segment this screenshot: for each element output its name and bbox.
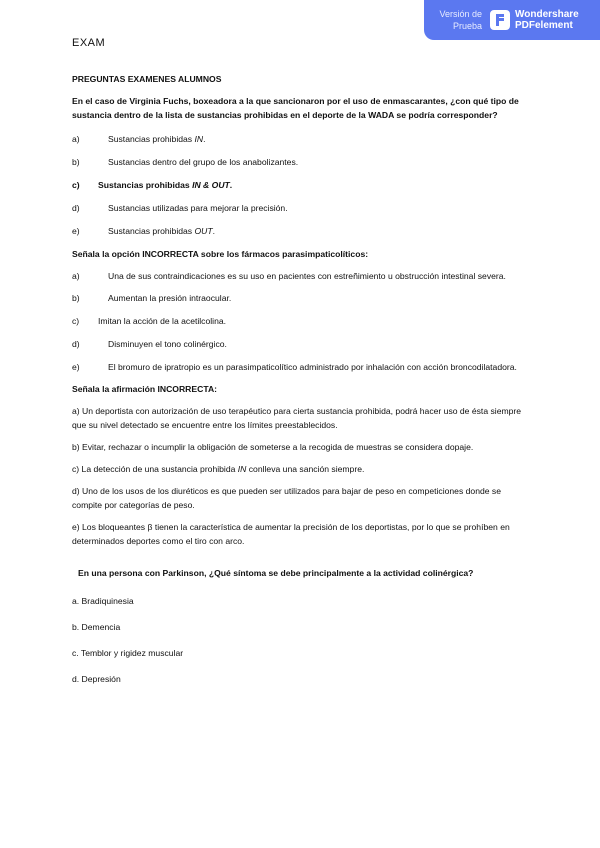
q3-option-b: b) Evitar, rechazar o incumplir la obligación de someterse a la recogida de muestras se considera dopaje. <box>72 442 474 452</box>
document-title: PREGUNTAS EXAMENES ALUMNOS <box>72 74 222 84</box>
document-body <box>72 72 528 698</box>
q3-option-c: c) La detección de una sustancia prohibida IN conlleva una sanción siempre. <box>72 464 365 474</box>
q3-option-a: a) Un deportista con autorización de uso terapéutico para cierta sustancia prohibida, podrá hacer uso de ésta siempre que su nivel detectado se encuentre entre los límites preestablecidos. <box>72 406 522 430</box>
q3-option-e: e) Los bloqueantes β tienen la característica de aumentar la precisión de los deportistas, por lo que se prohíben en determinados deportes como el tiro con arco. <box>72 522 510 546</box>
q4-option-b: b. Demencia <box>72 622 121 632</box>
question-3: Señala la afirmación INCORRECTA: <box>72 384 218 394</box>
q2-option-e: e) El bromuro de ipratropio es un parasimpaticolítico administrado por inhalación con acción broncodilatadora. <box>72 362 517 372</box>
watermark-brand-text: Wondershare PDFelement <box>515 9 579 31</box>
page-header: EXAM <box>72 37 106 49</box>
watermark-version-text: Versión de Prueba <box>439 9 482 31</box>
q1-option-a: a) Sustancias prohibidas IN. <box>72 134 206 144</box>
question-1: En el caso de Virginia Fuchs, boxeadora a la que sancionaron por el uso de enmascarantes, ¿con qué tipo de sustancia dentro de la lista de sustancias prohibidas en el deporte de la WADA se podría corresponder? <box>72 96 519 120</box>
q1-option-e: e) Sustancias prohibidas OUT. <box>72 226 215 236</box>
q2-option-d: d) Disminuyen el tono colinérgico. <box>72 339 227 349</box>
q4-option-c: c. Temblor y rigidez muscular <box>72 648 184 658</box>
question-2: Señala la opción INCORRECTA sobre los fármacos parasimpaticolíticos: <box>72 249 369 259</box>
q1-option-d: d) Sustancias utilizadas para mejorar la precisión. <box>72 203 288 213</box>
q2-option-b: b) Aumentan la presión intraocular. <box>72 293 232 303</box>
question-4: En una persona con Parkinson, ¿Qué síntoma se debe principalmente a la actividad colinérgica? <box>78 568 474 578</box>
q4-option-a: a. Bradiquinesia <box>72 596 134 606</box>
q2-option-c: c) Imitan la acción de la acetilcolina. <box>72 316 227 326</box>
q1-option-b: b) Sustancias dentro del grupo de los anabolizantes. <box>72 157 299 167</box>
trial-watermark <box>424 0 600 40</box>
q2-option-a: a) Una de sus contraindicaciones es su uso en pacientes con estreñimiento u obstrucción intestinal severa. <box>72 271 506 281</box>
q3-option-d: d) Uno de los usos de los diuréticos es que pueden ser utilizados para bajar de peso en competiciones donde se compite por categorías de peso. <box>72 486 502 510</box>
q4-option-d: d. Depresión <box>72 674 121 684</box>
pdfelement-logo-icon <box>490 10 510 30</box>
q1-option-c: c) Sustancias prohibidas IN & OUT. <box>72 180 233 190</box>
